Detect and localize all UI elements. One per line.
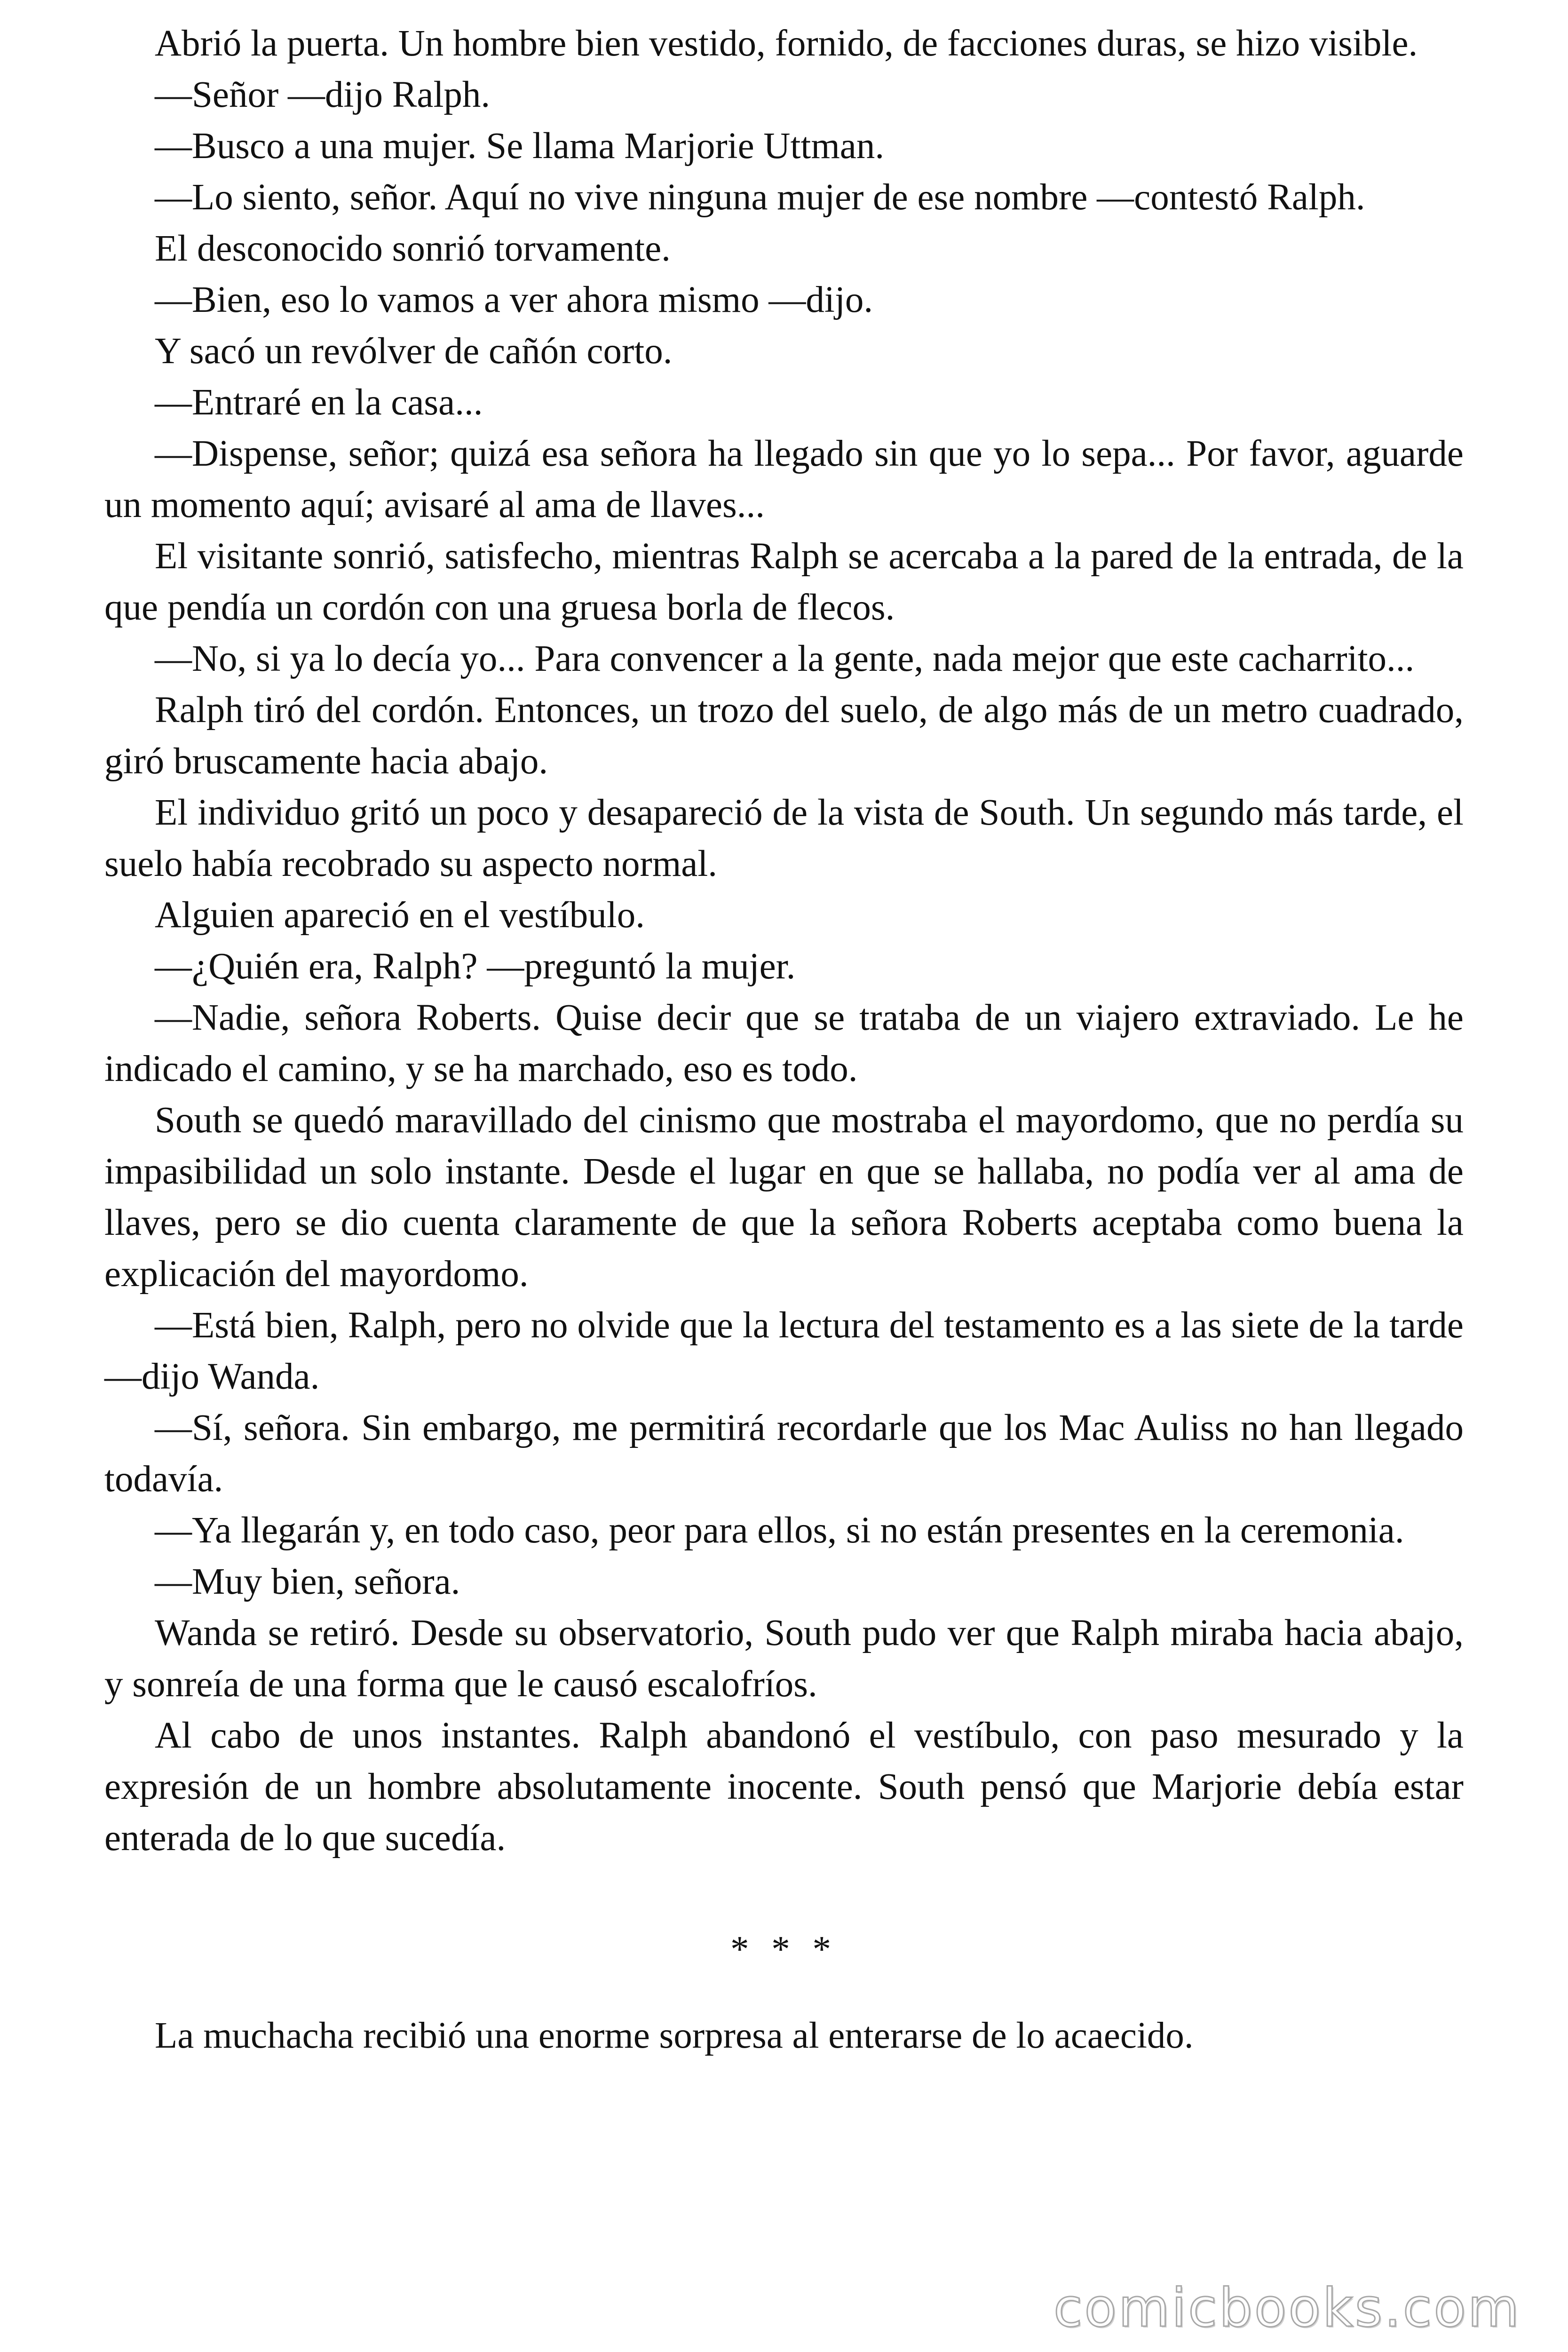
watermark: comicbooks.com xyxy=(1053,2278,1521,2339)
paragraph: —Nadie, señora Roberts. Quise decir que se trataba de un viajero extraviado. Le he indicado el camino, y se ha marchado, eso es todo. xyxy=(104,997,1464,1089)
paragraph: Y sacó un revólver de cañón corto. xyxy=(155,331,673,372)
paragraph: —Muy bien, señora. xyxy=(155,1561,460,1602)
paragraph: —Señor —dijo Ralph. xyxy=(155,74,491,115)
page-body xyxy=(104,18,1464,2061)
paragraph: El visitante sonrió, satisfecho, mientras Ralph se acercaba a la pared de la entrada, de la que pendía un cordón con una gruesa borla de flecos. xyxy=(104,536,1464,628)
paragraph: —Dispense, señor; quizá esa señora ha llegado sin que yo lo sepa... Por favor, aguarde un momento aquí; avisaré al ama de llaves... xyxy=(104,433,1464,525)
paragraph: —Busco a una mujer. Se llama Marjorie Uttman. xyxy=(155,126,885,167)
paragraph: —Lo siento, señor. Aquí no vive ninguna mujer de ese nombre —contestó Ralph. xyxy=(155,177,1365,218)
paragraph: —Entraré en la casa... xyxy=(155,382,483,423)
paragraph: South se quedó maravillado del cinismo que mostraba el mayordomo, que no perdía su impasibilidad un solo instante. Desde el lugar en que se hallaba, no podía ver al ama de llaves, pero se dio cuenta claramente de que la señora Roberts aceptaba como buena la explicación del mayordomo. xyxy=(104,1100,1464,1295)
paragraph: Wanda se retiró. Desde su observatorio, South pudo ver que Ralph miraba hacia abajo, y sonreía de una forma que le causó escalofríos. xyxy=(104,1613,1464,1705)
paragraph: —Ya llegarán y, en todo caso, peor para ellos, si no están presentes en la ceremonia. xyxy=(155,1510,1404,1551)
paragraph: Ralph tiró del cordón. Entonces, un trozo del suelo, de algo más de un metro cuadrado, giró bruscamente hacia abajo. xyxy=(104,690,1464,782)
paragraph: El individuo gritó un poco y desapareció de la vista de South. Un segundo más tarde, el suelo había recobrado su aspecto normal. xyxy=(104,792,1464,884)
paragraph: Alguien apareció en el vestíbulo. xyxy=(155,895,645,936)
paragraph: Abrió la puerta. Un hombre bien vestido, fornido, de facciones duras, se hizo visible. xyxy=(155,23,1418,64)
paragraph: El desconocido sonrió torvamente. xyxy=(155,228,671,269)
paragraph: Al cabo de unos instantes. Ralph abandonó el vestíbulo, con paso mesurado y la expresión de un hombre absolutamente inocente. South pensó que Marjorie debía estar enterada de lo que sucedía. xyxy=(104,1715,1464,1859)
paragraph: —No, si ya lo decía yo... Para convencer a la gente, nada mejor que este cacharrito... xyxy=(155,638,1415,679)
closing-paragraph: La muchacha recibió una enorme sorpresa al enterarse de lo acaecido. xyxy=(155,2015,1194,2056)
paragraph: —Bien, eso lo vamos a ver ahora mismo —dijo. xyxy=(155,279,873,320)
paragraph: —¿Quién era, Ralph? —preguntó la mujer. xyxy=(155,946,796,987)
section-separator: * * * xyxy=(730,1929,838,1970)
paragraph: —Sí, señora. Sin embargo, me permitirá recordarle que los Mac Auliss no han llegado todavía. xyxy=(104,1407,1464,1500)
main-text xyxy=(104,18,1464,1864)
paragraph: —Está bien, Ralph, pero no olvide que la lectura del testamento es a las siete de la tarde —dijo Wanda. xyxy=(104,1305,1464,1397)
